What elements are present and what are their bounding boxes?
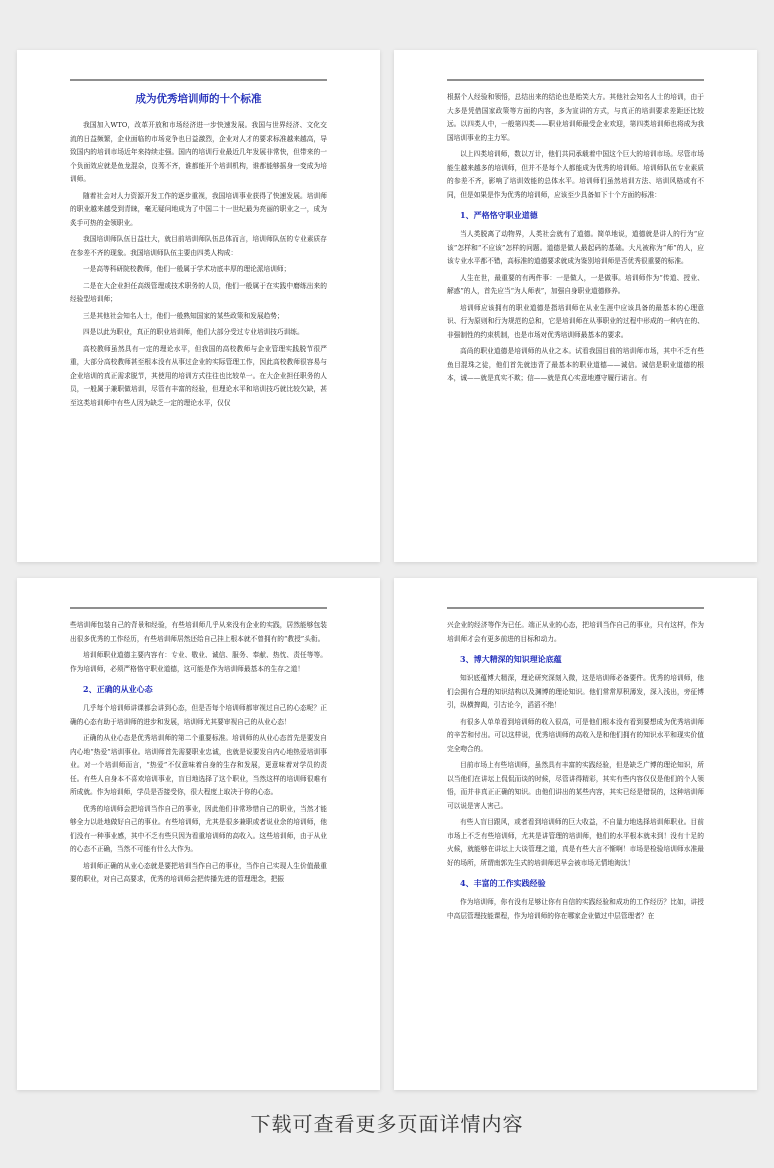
page-header-rule (447, 607, 704, 609)
paragraph: 我国培训师队伍日益壮大，就目前培训师队伍总体而言，培训师队伍的专业素质存在参差不齐的现象。我国培训师队伍主要由四类人构成： (70, 235, 327, 257)
paragraph: 三是其他社会知名人士，他们一般熟知国家的某些政策和发展趋势； (83, 311, 284, 320)
paragraph: 二是在大企业担任高级管理或技术职务的人员，他们一般属于在实践中磨练出来的经验型培训师； (70, 281, 327, 303)
paragraph: 四是以此为职业，真正的职业培训师，他们大部分受过专业培训技巧训练。 (83, 328, 304, 336)
paragraph: 人生在世，最重要的有两件事：一是做人，一是做事。培训师作为“传道、授业、解惑”的人，首先应当“为人师表”，加强自身职业道德修养。 (447, 273, 704, 295)
paragraph: 根据个人经验和领悟，总结出来的结论也是贻笑大方。其他社会知名人士的培训，由于大多是凭借国家政策等方面的内容，多为宣讲的方式，与真正的培训要求差距还比较远。以四类人中，一般第四类——职业培训师最受企业欢迎，第四类培训师也将成为我国培训事业的主力军。 (447, 93, 704, 142)
document-title: 成为优秀培训师的十个标准 (135, 93, 262, 105)
paragraph: 随着社会对人力资源开发工作的逐步重视，我国培训事业获得了快速发展。培训师的职业越来越受到青睐，毫无疑问地成为了中国二十一世纪最为亮丽的职业之一，成为炙手可热的金领职业。 (70, 191, 327, 227)
paragraph: 培训师应该拥有的职业道德是指培训师在从业生涯中应该具备的最基本的心理意识、行为原则和行为规范的总和，它是培训师在从事职业的过程中形成的一种内在的、非强制性的约束机制，也是市场对优秀培训师最基本的要求。 (447, 303, 704, 339)
paragraph: 目前市场上有些培训师，虽然具有丰富的实践经验，但是缺乏广博的理论知识，所以当他们在讲坛上侃侃而谈的时候，尽管讲得精彩，其实有些内容仅仅是他们的个人领悟，而并非真正正确的知识。由他们讲出的某些内容，其实已经是错误的，这种培训师可以说是害人害己。 (447, 761, 704, 810)
paragraph: 有很多人单单看到培训师的收入很高，可是他们根本没有看到要想成为优秀培训师的辛苦和付出。可以这样说，优秀培训师的高收入是和他们拥有的知识水平和现实价值完全吻合的。 (447, 717, 704, 753)
paragraph: 高尚的职业道德是培训师的从业之本。试看我国目前的培训师市场，其中不乏有些鱼目混珠之徒，他们首先就违背了最基本的职业道德——诚信。诚信是职业道德的根本，诚——就是真实不欺；信——就是真心实意地遵守履行诺言。有 (447, 347, 704, 382)
document-page-2 (394, 50, 757, 562)
section-heading-3: 3、博大精深的知识理论底蕴 (460, 654, 562, 664)
page-header-rule (70, 79, 327, 81)
page-header-rule (70, 607, 327, 609)
paragraph: 以上四类培训师，数以万计，他们共同承载着中国这个巨大的培训市场。尽管市场能生越来越多的培训师，但并不是每个人都能成为优秀的培训师。培训师队伍专业素质的参差不齐，影响了培训效能的总体水平。培训师们虽然培训方法、培训风格或有不同，但是如果是作为优秀的培训师，应该至少具备如下十个方面的标准： (447, 150, 704, 199)
download-more-caption: 下载可查看更多页面详情内容 (250, 1112, 524, 1136)
document-page-4 (394, 578, 757, 1090)
paragraph: 作为培训师，你有没有足够让你有自信的实践经验和成功的工作经历？比如，讲授中高层管理技能课程，作为培训师的你在哪家企业做过中层管理者？在 (447, 898, 704, 920)
paragraph: 高校教师虽然具有一定的理论水平，但我国的高校教师与企业管理实践脱节很严重，大部分高校教师甚至根本没有从事过企业的实际管理工作，因此高校教师很容易与企业培训的真正需求脱节，其使用的培训方式往往也比较单一。在大企业担任职务的人员，一般属于兼职做培训，尽管有丰富的经验，但理论水平和培训技巧就比较欠缺，甚至这类培训师中有些人因为缺乏一定的理论水平，仅仅 (70, 344, 327, 407)
paragraph: 我国加入WTO，改革开放和市场经济进一步快速发展。我国与世界经济、文化交流的日益频繁，企业面临的市场竞争也日益激烈，企业对人才的要求标准越来越高，导致国内的培训市场近年来持续走强。国内的培训行业最近几年发展非常快，但带来的一个负面效应就是鱼龙混杂，良莠不齐，谁都能开个培训机构，谁都能够摇身一变成为培训师。 (70, 121, 327, 183)
paragraph: 兴企业的经济等作为已任。端正从业的心态，把培训当作自己的事业，只有这样，作为培训师才会有更多前进的目标和动力。 (447, 621, 704, 643)
document-page-1 (17, 50, 380, 562)
section-heading-2: 2、正确的从业心态 (83, 684, 153, 694)
paragraph: 优秀的培训师会把培训当作自己的事业，因此他们非常珍惜自己的职业，当然才能够全力以赴地做好自己的事业。有些培训师，尤其是很多兼职或者说业余的培训师，他们没有一种事业感，其中不乏有些只因为看重培训师的高收入。这些培训师，由于从业的心态不正确，当然不可能有什么大作为。 (70, 804, 327, 853)
paragraph: 培训师职业道德主要内容有：专业、敬业、诚信、服务、奉献、热忱、责任等等。作为培训师，必须严格恪守职业道德，这可能是作为培训师最基本的生存之道！ (70, 651, 327, 673)
section-heading-4: 4、丰富的工作实践经验 (460, 878, 546, 888)
paragraph: 几乎每个培训师讲课都会讲到心态，但是否每个培训师都审视过自己的心态呢？正确的心态有助于培训师的进步和发展，培训师尤其要审视自己的从业心态！ (70, 704, 327, 726)
document-page-3 (17, 578, 380, 1090)
paragraph: 培训师正确的从业心态就是要把培训当作自己的事业，当作自己实现人生价值最重要的职业，对自己高要求，优秀的培训师会把传播先进的管理理念，把振 (70, 861, 327, 883)
paragraph: 正确的从业心态是优秀培训师的第二个重要标准。培训师的从业心态首先是要发自内心地“热爱”培训事业。培训师首先需要职业忠诚，也就是说要发自内心地热爱培训事业。对一个培训师而言，“热爱”不仅意味着自身的生存和发展，更意味着对学员的责任。有些人自身本不喜欢培训事业，盲目地选择了这个职业，当然这样的培训师很难有所成就。作为培训师，学员是否接受你，很大程度上取决于你的心态。 (70, 734, 327, 796)
paragraph: 有些人盲目跟风，或者看到培训师的巨大收益，不自量力地选择培训师职业。目前市场上不乏有些培训师，尤其是讲管理的培训师，他们的水平根本就未到！没有十足的火候，就能够在讲坛上大谈管理之道，真是有些大言不惭啊！市场是检验培训师水准最好的场所，所谓南郭先生式的培训师迟早会被市场无情地淘汰！ (447, 818, 704, 867)
paragraph: 当人类脱离了动物界，人类社会就有了道德。简单地说，道德就是讲人的行为“应该”怎样和“不应该”怎样的问题。道德是做人最起码的基础。大凡被称为“师”的人，应该专业水平都不错，高标准的道德要求就成为鉴别培训师是否优秀很重要的标准。 (447, 230, 704, 265)
section-heading-1: 1、严格恪守职业道德 (460, 210, 538, 220)
paragraph: 些培训师包装自己的背景和经验，有些培训师几乎从来没有企业的实践，居然能够包装出很多优秀的工作经历，有些培训师居然还给自己挂上根本就不曾拥有的“教授”头衔。 (70, 621, 327, 643)
page-header-rule (447, 79, 704, 81)
paragraph: 一是高等科研院校教师，他们一般属于学术功底丰厚的理论派培训师； (83, 265, 291, 273)
paragraph: 知识底蕴博大精深，理论研究深刻入微，这是培训师必备要件。优秀的培训师，他们会拥有合理的知识结构以及渊博的理论知识。他们常常厚积薄发，深入浅出，旁征博引，纵横捭阖，引古论今，滔滔不绝！ (447, 674, 704, 709)
